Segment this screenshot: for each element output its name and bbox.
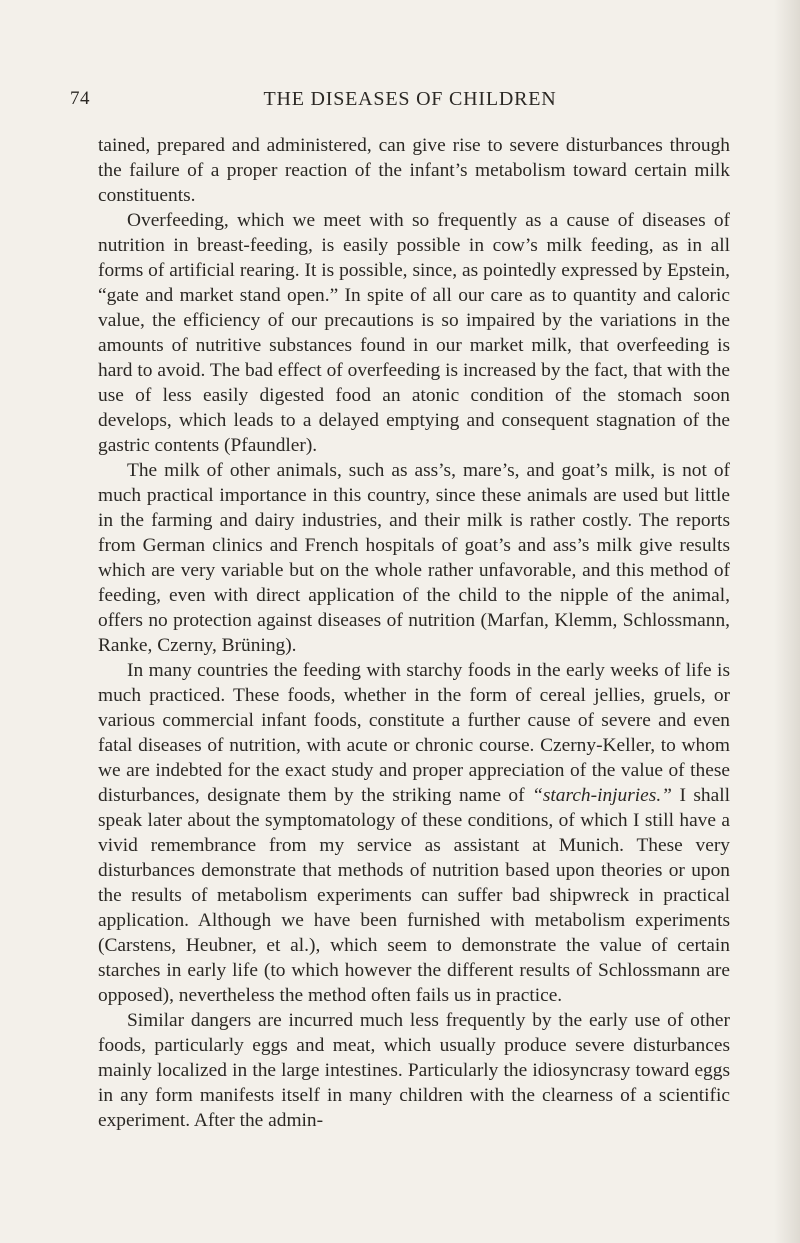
text-run: In many countries the feeding with starchy foods in the early weeks of life is much practiced. These foods, whether in the form of cereal jellies, gruels, or various commercial infant foods, constitute a further cause of severe and even fatal diseases of nutrition, with acute or chronic course. Czerny-Keller, to whom we are indebted for the exact study and proper appreciation of the value of these disturbances, designate them by the striking name of xyxy=(98,660,730,806)
text-run: Similar dangers are incurred much less frequently by the early use of other foods, particularly eggs and meat, which usually produce severe disturbances mainly localized in the large intestines. Particularly the idiosyncrasy toward eggs in any form manifests itself in many children with the clearness of a scientific experiment. After the admin- xyxy=(98,1010,730,1131)
paragraph xyxy=(98,658,730,1008)
running-head xyxy=(70,88,730,118)
running-title: THE DISEASES OF CHILDREN xyxy=(263,88,557,110)
paragraph xyxy=(98,208,730,458)
italic-phrase: “starch-injuries.” xyxy=(532,785,672,806)
text-run: Overfeeding, which we meet with so frequently as a cause of diseases of nutrition in breast-feeding, is easily possible in cow’s milk feeding, as in all forms of artificial rearing. It is possible, since, as pointedly expressed by Epstein, “gate and market stand open.” In spite of all our care as to quantity and caloric value, the efficiency of our precautions is so impaired by the variations in the amounts of nutritive substances found in our market milk, that overfeeding is hard to avoid. The bad effect of overfeeding is increased by the fact, that with the use of less easily digested food an atonic condition of the stomach soon develops, which leads to a delayed emptying and consequent stagnation of the gastric contents (Pfaundler). xyxy=(98,210,730,456)
text-run: The milk of other animals, such as ass’s, mare’s, and goat’s milk, is not of much practical importance in this country, since these animals are used but little in the farming and dairy industries, and their milk is rather costly. The reports from German clinics and French hospitals of goat’s and ass’s milk give results which are very variable but on the whole rather unfavorable, and this method of feeding, even with direct application of the child to the nipple of the animal, offers no protection against diseases of nutrition (Marfan, Klemm, Schlossmann, Ranke, Czerny, Brüning). xyxy=(98,460,730,656)
page-number: 74 xyxy=(70,88,90,109)
text-run: tained, prepared and administered, can give rise to severe disturbances through the failure of a proper reaction of the infant’s metabolism toward certain milk constituents. xyxy=(98,135,730,206)
paragraph xyxy=(98,1008,730,1133)
text-run: I shall speak later about the symptomatology of these conditions, of which I still have a vivid remembrance from my service as assistant at Munich. These very disturbances demonstrate that methods of nutrition based upon theories or upon the results of metabolism experiments can suffer bad shipwreck in practical application. Although we have been furnished with metabolism experiments (Carstens, Heubner, et al.), which seem to demonstrate the value of certain starches in early life (to which however the different results of Schlossmann are opposed), nevertheless the method often fails us in practice. xyxy=(98,785,731,1006)
paragraph xyxy=(98,458,730,658)
body-text xyxy=(98,133,730,1133)
paragraph xyxy=(98,133,730,208)
page-edge-shadow xyxy=(774,0,800,1243)
